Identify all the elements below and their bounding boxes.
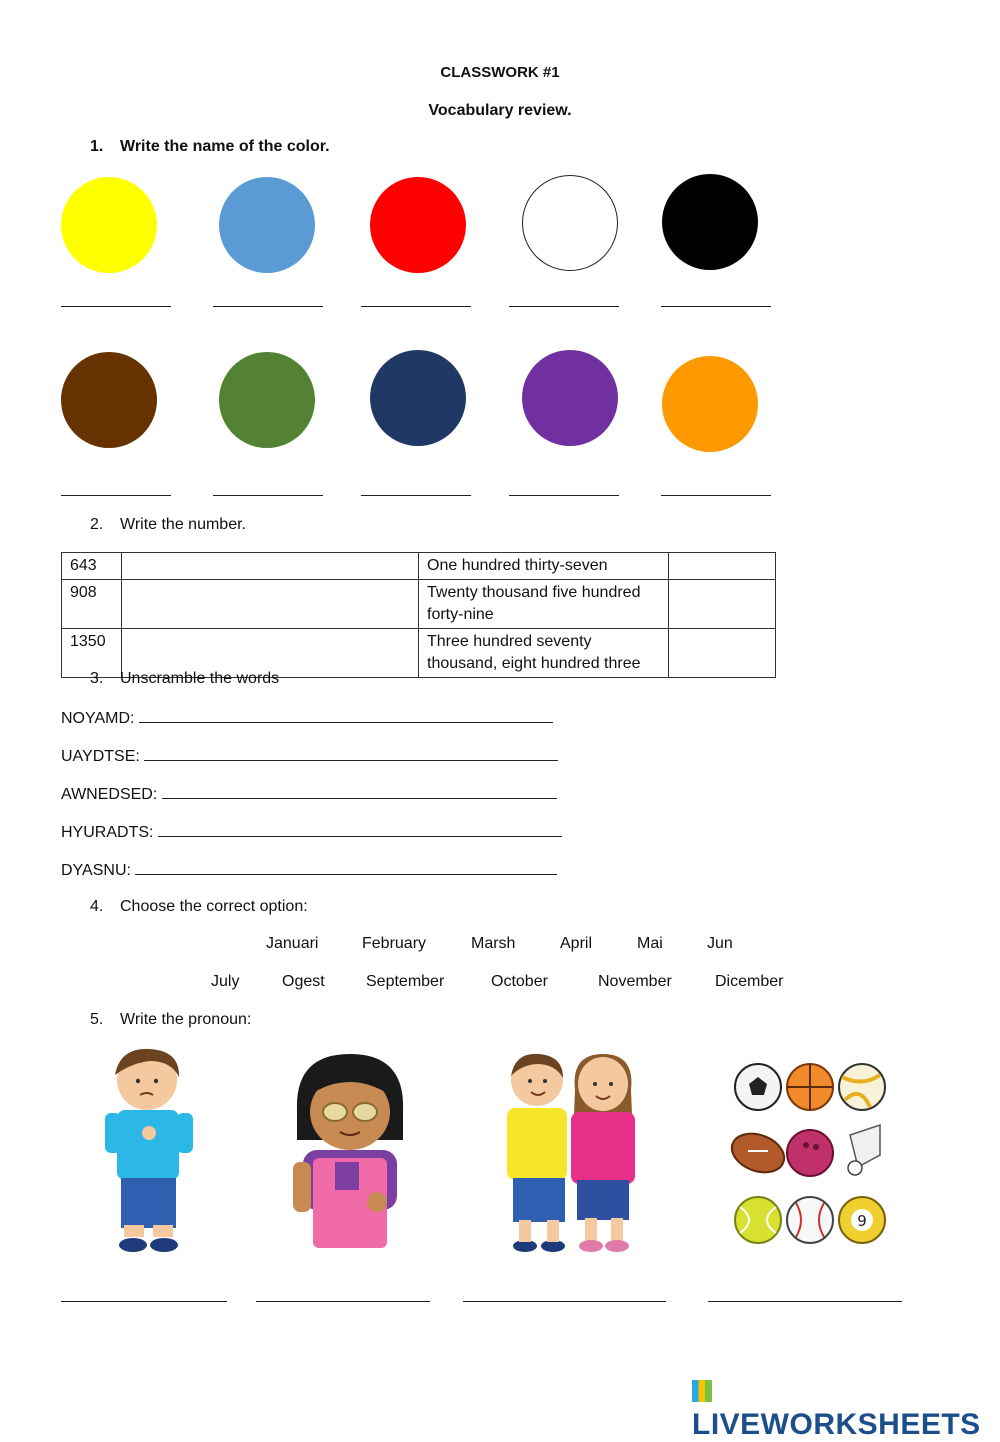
scramble-item: AWNEDSED:	[61, 784, 557, 804]
words-cell: Twenty thousand five hundred forty-nine	[419, 580, 669, 629]
answer-line[interactable]	[256, 1301, 430, 1302]
month-option[interactable]: Ogest	[282, 973, 325, 990]
answer-line[interactable]	[661, 495, 771, 496]
answer-line[interactable]	[144, 746, 558, 761]
girl-illustration	[285, 1050, 415, 1260]
answer-line[interactable]	[61, 306, 171, 307]
color-circle-7	[219, 352, 315, 448]
month-option[interactable]: April	[560, 935, 593, 952]
month-option[interactable]: Marsh	[471, 935, 516, 952]
month-option[interactable]: Mai	[637, 935, 663, 952]
sports-balls-illustration	[730, 1055, 890, 1255]
month-option[interactable]: Jun	[707, 935, 733, 952]
month-option[interactable]: Januari	[266, 935, 319, 952]
answer-cell[interactable]	[669, 629, 776, 678]
color-circle-10	[662, 356, 758, 452]
color-circle-6	[61, 352, 157, 448]
color-circle-4	[522, 175, 618, 271]
words-cell: One hundred thirty-seven	[419, 553, 669, 580]
table-row	[62, 553, 776, 580]
month-option[interactable]: November	[598, 973, 672, 990]
answer-line[interactable]	[135, 860, 557, 875]
question-5: 5. Write the pronoun:	[90, 1011, 252, 1028]
answer-line[interactable]	[213, 495, 323, 496]
answer-cell[interactable]	[669, 580, 776, 629]
answer-line[interactable]	[361, 495, 471, 496]
color-circle-5	[662, 174, 758, 270]
answer-line[interactable]	[61, 1301, 227, 1302]
two-children-illustration	[495, 1050, 645, 1260]
page-subtitle: Vocabulary review.	[428, 102, 572, 119]
answer-line[interactable]	[61, 495, 171, 496]
color-circle-2	[219, 177, 315, 273]
svg-text:9: 9	[857, 1212, 867, 1230]
answer-cell[interactable]	[122, 580, 419, 629]
boy-illustration	[95, 1045, 205, 1260]
logo-icon	[692, 1380, 712, 1402]
answer-line[interactable]	[463, 1301, 666, 1302]
answer-line[interactable]	[139, 708, 553, 723]
page-title: CLASSWORK #1	[440, 64, 560, 81]
month-option[interactable]: October	[491, 973, 548, 990]
numbers-table	[61, 552, 776, 678]
scramble-item: DYASNU:	[61, 860, 557, 880]
question-1: 1. Write the name of the color.	[90, 138, 330, 155]
table-row	[62, 580, 776, 629]
answer-cell[interactable]	[669, 553, 776, 580]
number-cell: 908	[62, 580, 122, 629]
answer-line[interactable]	[361, 306, 471, 307]
number-cell: 643	[62, 553, 122, 580]
question-4: 4. Choose the correct option:	[90, 898, 308, 915]
answer-line[interactable]	[708, 1301, 902, 1302]
question-2: 2. Write the number.	[90, 516, 246, 533]
answer-cell[interactable]	[122, 553, 419, 580]
month-option[interactable]: September	[366, 973, 445, 990]
scramble-item: NOYAMD:	[61, 708, 553, 728]
liveworksheets-logo: LIVEWORKSHEETS	[692, 1374, 1000, 1442]
answer-line[interactable]	[162, 784, 557, 799]
answer-line[interactable]	[509, 495, 619, 496]
question-3: 3. Unscramble the words	[90, 670, 280, 687]
answer-line[interactable]	[509, 306, 619, 307]
month-option[interactable]: February	[362, 935, 427, 952]
words-cell: Three hundred seventy thousand, eight hundred three	[419, 629, 669, 678]
color-circle-9	[522, 350, 618, 446]
color-circle-8	[370, 350, 466, 446]
answer-line[interactable]	[158, 822, 562, 837]
month-option[interactable]: Dicember	[715, 973, 784, 990]
scramble-item: HYURADTS:	[61, 822, 562, 842]
month-option[interactable]: July	[211, 973, 240, 990]
color-circle-1	[61, 177, 157, 273]
scramble-item: UAYDTSE:	[61, 746, 558, 766]
color-circle-3	[370, 177, 466, 273]
number-cell: 1350	[62, 629, 122, 678]
answer-line[interactable]	[213, 306, 323, 307]
answer-line[interactable]	[661, 306, 771, 307]
